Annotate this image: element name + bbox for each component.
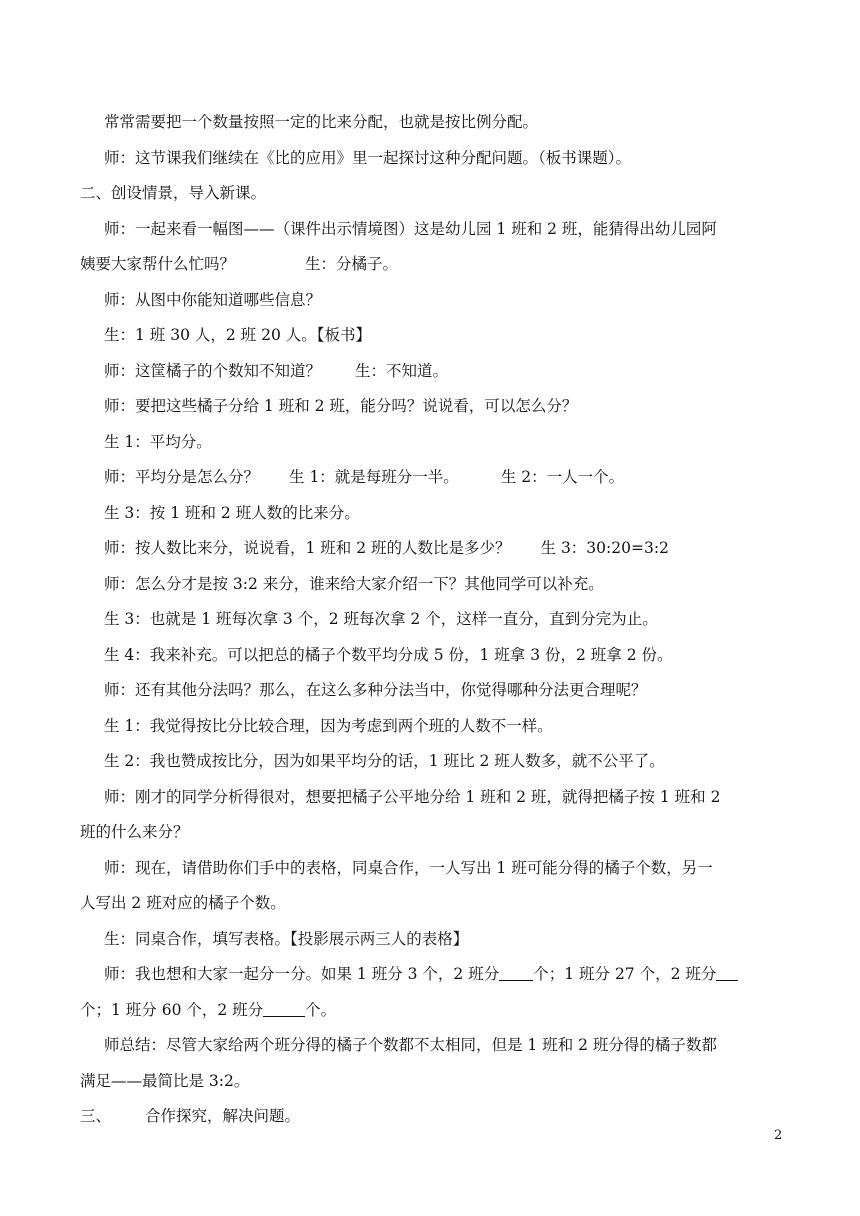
fill-blank bbox=[499, 965, 533, 981]
line-segment: 师：这筐橘子的个数知不知道？ bbox=[104, 362, 322, 380]
paragraph-line: 生：同桌合作，填写表格。【投影展示两三人的表格】 bbox=[104, 930, 469, 948]
line-segment: 生 3：30:20=3:2 bbox=[540, 539, 669, 557]
paragraph-line: 师：一起来看一幅图——（课件出示情境图）这是幼儿园 1 班和 2 班，能猜得出幼儿园阿 bbox=[104, 220, 717, 238]
paragraph-line: 生：1 班 30 人，2 班 20 人。【板书】 bbox=[104, 326, 371, 344]
paragraph-line: 师总结：尽管大家给两个班分得的橘子个数都不太相同，但是 1 班和 2 班分得的橘子数都 bbox=[104, 1036, 717, 1054]
paragraph-line: 班的什么来分？ bbox=[80, 823, 189, 841]
paragraph-line: 师：还有其他分法吗？那么，在这么多种分法当中，你觉得哪种分法更合理呢？ bbox=[104, 681, 647, 699]
paragraph-line: 师：从图中你能知道哪些信息？ bbox=[104, 291, 322, 309]
paragraph-line: 师：要把这些橘子分给 1 班和 2 班，能分吗？说说看，可以怎么分？ bbox=[104, 397, 578, 415]
line-segment: 生：分橘子。 bbox=[305, 255, 399, 273]
paragraph-line: 生 3：也就是 1 班每次拿 3 个，2 班每次拿 2 个，这样一直分，直到分完为止。 bbox=[104, 610, 658, 628]
paragraph-line bbox=[104, 467, 624, 487]
paragraph-line: 生 1：我觉得按比分比较合理，因为考虑到两个班的人数不一样。 bbox=[104, 717, 553, 735]
paragraph-line: 常常需要把一个数量按照一定的比来分配，也就是按比例分配。 bbox=[104, 113, 539, 131]
paragraph-line: 生 4：我来补充。可以把总的橘子个数平均分成 5 份，1 班拿 3 份，2 班拿 2 份。 bbox=[104, 646, 673, 664]
paragraph-line bbox=[104, 964, 738, 984]
line-segment: 师：我也想和大家一起分一分。如果 1 班分 3 个，2 班分 bbox=[104, 965, 500, 983]
paragraph-line: 师：现在，请借助你们手中的表格，同桌合作，一人写出 1 班可能分得的橘子个数，另一 bbox=[104, 859, 713, 877]
line-segment: 生 2：一人一个。 bbox=[500, 468, 625, 486]
fill-blank bbox=[716, 965, 738, 981]
paragraph-line bbox=[104, 361, 448, 381]
page-number: 2 bbox=[774, 1128, 783, 1143]
paragraph-line: 生 2：我也赞成按比分，因为如果平均分的话，1 班比 2 班人数多，就不公平了。 bbox=[104, 752, 665, 770]
paragraph-line: 师：刚才的同学分析得很对，想要把橘子公平地分给 1 班和 2 班，就得把橘子按 1 班和 2 bbox=[104, 788, 721, 806]
section-heading bbox=[80, 1106, 300, 1126]
line-segment: 姨要大家帮什么忙吗？ bbox=[80, 255, 236, 273]
paragraph-line bbox=[80, 254, 398, 274]
section-title: 合作探究，解决问题。 bbox=[145, 1107, 301, 1125]
paragraph-line: 师：这节课我们继续在《比的应用》里一起探讨这种分配问题。（板书课题）。 bbox=[104, 149, 632, 167]
section-number: 三、 bbox=[80, 1107, 112, 1125]
section-heading: 二、创设情景，导入新课。 bbox=[80, 184, 267, 202]
line-segment: 个；1 班分 60 个，2 班分 bbox=[80, 1001, 264, 1019]
fill-blank bbox=[263, 1001, 305, 1017]
paragraph-line: 生 1：平均分。 bbox=[104, 433, 212, 451]
line-segment: 生 1：就是每班分一半。 bbox=[289, 468, 459, 486]
paragraph-line: 生 3：按 1 班和 2 班人数的比来分。 bbox=[104, 504, 360, 522]
paragraph-line bbox=[104, 538, 669, 558]
line-segment: 生：不知道。 bbox=[355, 362, 449, 380]
line-segment: 师：平均分是怎么分？ bbox=[104, 468, 260, 486]
paragraph-line bbox=[80, 1000, 336, 1020]
line-segment: 个；1 班分 27 个，2 班分 bbox=[533, 965, 717, 983]
line-segment: 师：按人数比来分，说说看，1 班和 2 班的人数比是多少？ bbox=[104, 539, 511, 557]
paragraph-line: 人写出 2 班对应的橘子个数。 bbox=[80, 894, 286, 912]
paragraph-line: 满足——最简比是 3:2。 bbox=[80, 1072, 250, 1090]
paragraph-line: 师：怎么分才是按 3:2 来分，谁来给大家介绍一下？其他同学可以补充。 bbox=[104, 575, 604, 593]
line-segment: 个。 bbox=[305, 1001, 337, 1019]
